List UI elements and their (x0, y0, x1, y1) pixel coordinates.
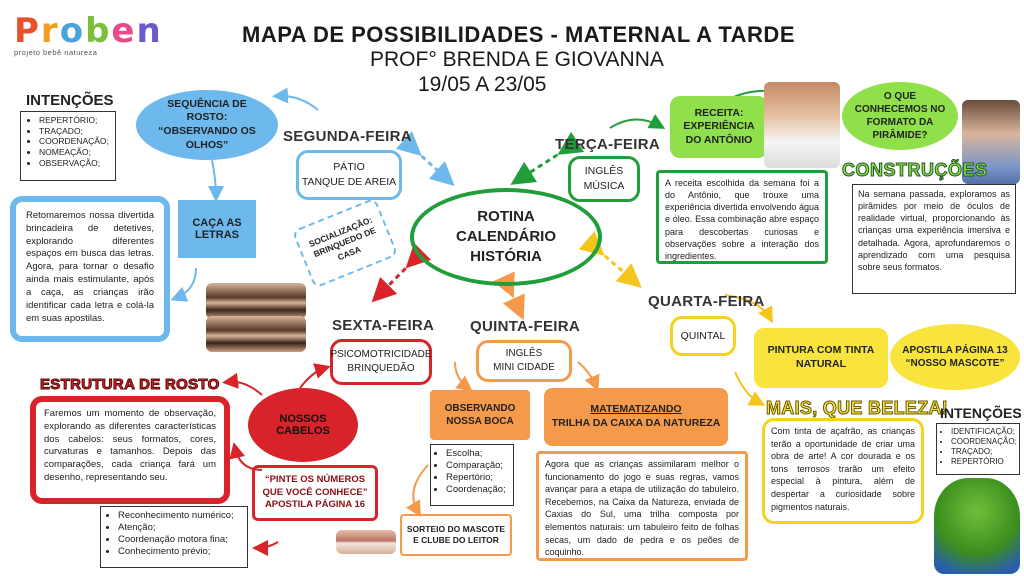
quarta-activity: QUINTAL (670, 316, 736, 356)
matematizando-subtitle: TRILHA DA CAIXA DA NATUREZA (551, 417, 721, 429)
teachers-line: PROF° BRENDA E GIOVANNA (370, 48, 664, 71)
sexta-item: • Coordenação motora fina; (118, 534, 244, 546)
logo-wordmark (14, 11, 163, 51)
eyes-photo-2 (206, 316, 306, 352)
sexta-item: • Reconhecimento numérico; (118, 510, 244, 522)
logo-letter: e (111, 11, 137, 51)
activity-item: INGLÊS (584, 165, 624, 178)
activity-item: MINI CIDADE (493, 362, 555, 373)
antonio-photo (764, 82, 840, 168)
sexta-item: • Conhecimento prévio; (118, 546, 244, 558)
quinta-label: QUINTA-FEIRA (470, 318, 580, 335)
activity-item: TANQUE DE AREIA (301, 176, 397, 188)
sexta-item: • Atenção; (118, 522, 244, 534)
intencao-item: • OBSERVAÇÃO; (39, 158, 111, 169)
mouth-photo (336, 530, 396, 554)
observando-item: • Coordenação; (446, 484, 510, 496)
sequencia-rosto-node: SEQUÊNCIA DE ROSTO: “OBSERVANDO OS OLHOS” (136, 90, 278, 160)
intencoes-left-title: INTENÇÕES (26, 92, 114, 109)
matematizando-description: Agora que as crianças assimilaram melhor o funcionamento do jogo e suas regras, vamos avançar para a etapa de utilização do tabuleiro. Recebemos, na Caixa da Natureza, enviada de Caxias do Sul, uma trilha composta por elementos naturais: um tabuleiro feito de folhas secas, um dado de pedra e os peões de coquinho. (536, 451, 748, 561)
observando-item: • Repertório; (446, 472, 510, 484)
construcoes-heading: CONSTRUÇÕES (842, 160, 988, 180)
sexta-intencoes-list (100, 506, 248, 568)
intencao-item: • TRAÇADO; (951, 447, 1016, 457)
nossos-cabelos-node: NOSSOS CABELOS (248, 388, 358, 462)
receita-description: A receita escolhida da semana foi a do Antônio, que trouxe uma experiência divertida envolvendo água e óleo. Essa combinação abre espaço para descobertas curiosas e observações sobre a interação dos ingredientes. (656, 170, 828, 264)
sorteio-node: SORTEIO DO MASCOTE E CLUBE DO LEITOR (400, 514, 512, 556)
estrutura-description: Faremos um momento de observação, explorando as diferentes características dos cabelos: seus formatos, cores, curvaturas e tamanhos. Depois das comparações, cada criança fará um desenho, representando seu. (30, 396, 230, 504)
observando-item: • Comparação; (446, 460, 510, 472)
matematizando-title: MATEMATIZANDO (590, 403, 682, 416)
segunda-activities (296, 150, 402, 200)
socializacao-box: SOCIALIZAÇÃO: BRINQUEDO DE CASA (292, 197, 399, 288)
estrutura-rosto-heading: ESTRUTURA DE ROSTO (40, 376, 220, 393)
date-range: 19/05 A 23/05 (418, 73, 547, 96)
center-line: ROTINA (477, 207, 535, 225)
activity-item: BRINQUEDÃO (347, 363, 415, 374)
intencao-item: • NOMEAÇÃO; (39, 147, 111, 158)
pintura-node: PINTURA COM TINTA NATURAL (754, 328, 888, 388)
page-title: MAPA DE POSSIBILIDADES - MATERNAL A TARDE (242, 22, 795, 47)
intencao-item: • REPERTÓRIO; (39, 115, 111, 126)
activity-item: PÁTIO (333, 161, 365, 174)
sexta-label: SEXTA-FEIRA (332, 317, 435, 334)
logo-letter: n (136, 11, 163, 51)
mascot-plush-photo (934, 478, 1020, 574)
construcoes-description: Na semana passada, exploramos as pirâmides por meio de óculos de realidade virtual, proporcionando às crianças uma experiência imersiva e detalhada. Agora, aprofundaremos o aprendizado com uma pesquisa sobre seus formatos. (852, 184, 1016, 294)
eyes-photo-1 (206, 283, 306, 319)
observando-boca-node: OBSERVANDO NOSSA BOCA (430, 390, 530, 440)
intencoes-right-title: INTENÇÕES (940, 405, 1022, 421)
segunda-description: Retomaremos nossa divertida brincadeira de detetives, explorando diferentes espaços em busca das letras. Agora, para tornar o desafio ainda mais estimulante, após a caça, as crianças irão identificar cada letra e colá-la em suas apostilas. (10, 196, 170, 342)
activity-item: INGLÊS (505, 348, 543, 359)
logo-letter: o (59, 11, 86, 51)
apostila-13-node: APOSTILA PÁGINA 13 “NOSSO MASCOTE” (890, 324, 1020, 390)
pinte-numeros-node: “PINTE OS NÚMEROS QUE VOCÊ CONHECE” APOSTILA PÁGINA 16 (252, 465, 378, 521)
sexta-activities (330, 339, 432, 385)
intencao-item: • TRAÇADO; (39, 126, 111, 137)
observando-list (430, 444, 514, 506)
receita-node: RECEITA: EXPERIÊNCIA DO ANTÔNIO (670, 96, 768, 158)
intencoes-left-box (20, 111, 116, 181)
quinta-activities (476, 340, 572, 382)
intencao-item: • IDENTIFICAÇÃO; (951, 427, 1016, 437)
observando-item: • Escolha; (446, 448, 510, 460)
piramide-node: O QUE CONHECEMOS NO FORMATO DA PIRÂMIDE? (842, 82, 958, 150)
logo-letter: r (40, 11, 60, 51)
intencoes-right-box (936, 423, 1020, 475)
activity-item: PSICOMOTRICIDADE (330, 349, 432, 360)
activity-item: MÚSICA (583, 180, 625, 192)
center-routine-node (410, 188, 602, 286)
mais-que-beleza-heading: MAIS, QUE BELEZA! (766, 398, 949, 418)
logo (14, 11, 163, 57)
quarta-description: Com tinta de açafrão, as crianças terão a oportunidade de criar uma obra de arte! A cor dourada e os tons terrosos trarão um efeito especial à pintura, além de despertar a curiosidade sobre pigmentos naturais. (762, 418, 924, 524)
quarta-label: QUARTA-FEIRA (648, 293, 765, 310)
terca-label: TERÇA-FEIRA (555, 136, 660, 153)
matematizando-node (544, 388, 728, 446)
logo-subtitle: projeto bebê natureza (14, 48, 98, 57)
intencao-item: • COORDENAÇÃO; (951, 437, 1016, 447)
intencao-item: • COORDENAÇÃO; (39, 136, 111, 147)
terca-activities (568, 156, 640, 202)
center-line: CALENDÁRIO (456, 227, 556, 245)
intencao-item: • REPERTÓRIO (951, 457, 1016, 467)
logo-letter: b (85, 11, 112, 51)
caca-letras-node: CAÇA AS LETRAS (178, 200, 256, 258)
segunda-label: SEGUNDA-FEIRA (283, 128, 412, 145)
center-line: HISTÓRIA (470, 248, 542, 266)
logo-letter: P (14, 11, 41, 51)
